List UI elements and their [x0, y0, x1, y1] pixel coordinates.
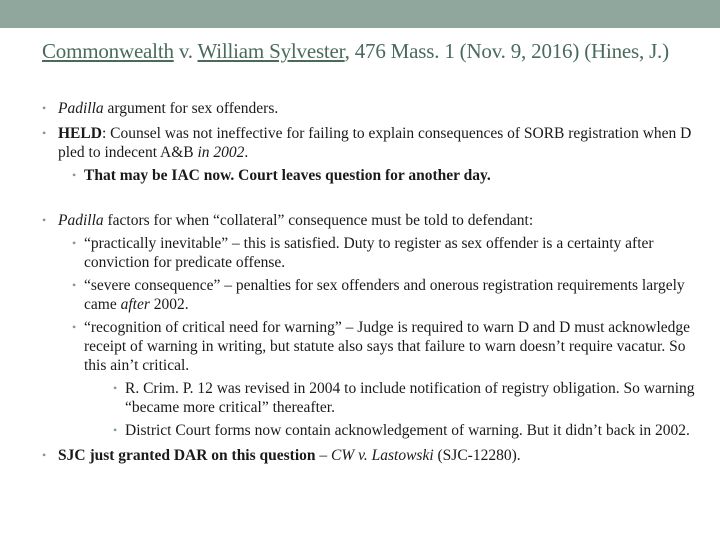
- slide-title: [42, 38, 692, 65]
- bullet-text: R. Crim. P. 12 was revised in 2004 to include notification of registry obligation. So warning “became more critical” thereafter.: [125, 380, 695, 416]
- year-italic: in 2002: [197, 144, 245, 161]
- padilla-italic: Padilla: [58, 100, 104, 117]
- iac-note-text: That may be IAC now. Court leaves question for another day.: [84, 167, 491, 184]
- after-italic: after: [120, 296, 150, 313]
- spacer: [46, 191, 706, 211]
- bullet-held: [46, 124, 706, 185]
- case-name-defendant: William Sylvester: [197, 39, 345, 63]
- header-bar: [0, 0, 720, 28]
- bullet-recognition-critical-need: [70, 318, 706, 440]
- title-citation: , 476 Mass. 1 (Nov. 9, 2016) (Hines, J.): [344, 39, 669, 63]
- padilla-italic: Padilla: [58, 212, 104, 229]
- bullet-text: “practically inevitable” – this is satisfied. Duty to register as sex offender is a certainty after conviction for predicate offense.: [84, 235, 654, 271]
- bullet-text-end: 2002.: [149, 296, 189, 313]
- slide-body: [46, 99, 706, 471]
- bullet-rule-12: [110, 379, 706, 417]
- bullet-text: argument for sex offenders.: [103, 100, 279, 117]
- bullet-iac-note: [70, 166, 706, 185]
- bullet-text: “recognition of critical need for warning” – Judge is required to warn D and D must acknowledge receipt of warning in writing, but statute also says that failure to warn doesn’t require vacatur. So this ain’t critical.: [84, 319, 691, 374]
- bullet-text-end: (SJC-12280).: [433, 447, 521, 464]
- bullet-padilla-argument: [46, 99, 706, 118]
- case-italic: CW v. Lastowski: [331, 447, 434, 464]
- dash: –: [315, 447, 332, 464]
- bullet-text: “severe consequence” – penalties for sex offenders and onerous registration requirements largely came: [84, 277, 685, 313]
- bullet-severe-consequence: [70, 276, 706, 314]
- bullet-practically-inevitable: [70, 234, 706, 272]
- bullet-text: factors for when “collateral” consequence must be told to defendant:: [103, 212, 534, 229]
- sjc-dar-bold: SJC just granted DAR on this question: [58, 447, 316, 464]
- bullet-text: : Counsel was not ineffective for failing to explain consequences of SORB registration when D pled to indecent A&B: [58, 125, 692, 161]
- case-name-commonwealth: Commonwealth: [42, 39, 174, 63]
- bullet-text-end: .: [244, 144, 249, 161]
- held-label: HELD: [58, 125, 102, 142]
- bullet-padilla-factors: [46, 211, 706, 440]
- bullet-sjc-dar: [46, 446, 706, 465]
- bullet-text: District Court forms now contain acknowledgement of warning. But it didn’t back in 2002.: [125, 422, 690, 439]
- title-versus: v.: [173, 39, 198, 63]
- bullet-district-court-forms: [110, 421, 706, 440]
